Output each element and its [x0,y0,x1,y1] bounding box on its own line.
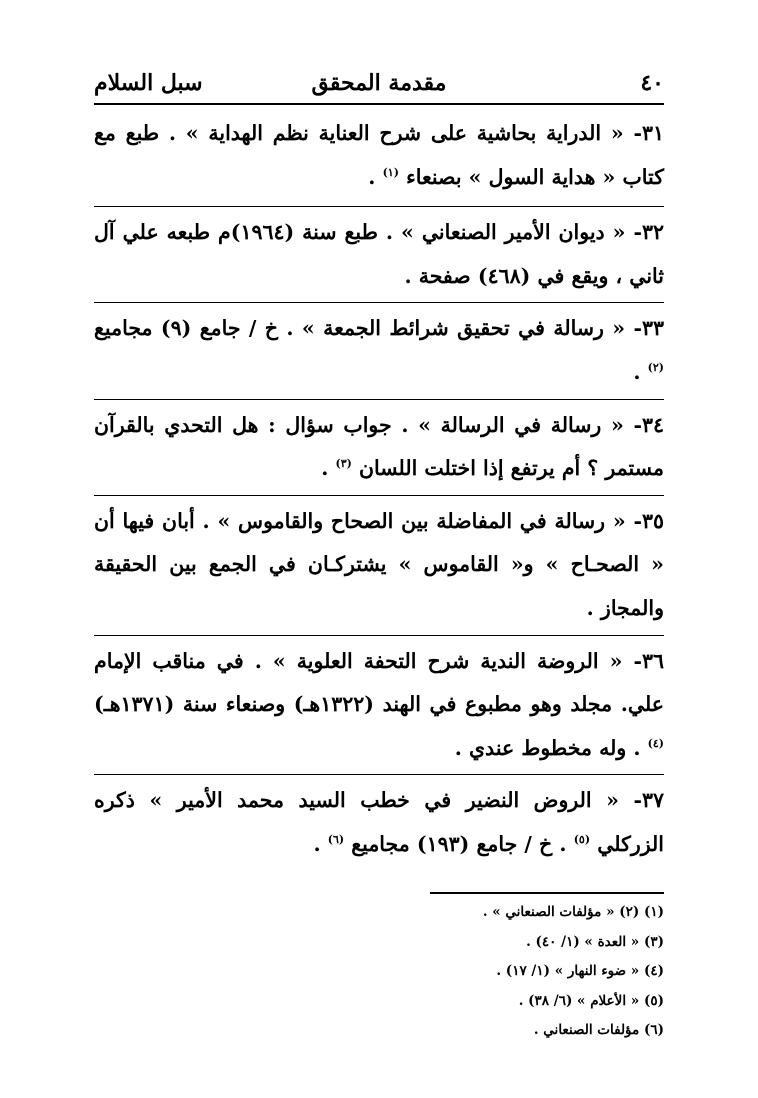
running-title: مقدمة المحقق [311,70,447,96]
entry-divider [94,206,664,207]
footnote: (١) (٢) « مؤلفات الصنعاني » . [482,904,664,920]
entry-divider [94,635,664,636]
page-number: ٤٠ [640,70,664,96]
entry-37: ٣٧- « الروض النضير في خطب السيد محمد الأمير » ذكره الزركلي $^{(٥)}$ . خ / جامع (١٩٣) مجاميع $^{(٦)}$ . [94,788,664,856]
entry-divider [94,495,664,496]
footnote-ref: (٣) [335,457,352,471]
footnote-ref: (١) [382,165,399,179]
entry-36: ٣٦- « الروضة الندية شرح التحفة العلوية » . في مناقب الإمام علي. مجلد وهو مطبوع في الهند (١٣٢٢هـ) وصنعاء سنة (١٣٧١هـ) $^{(٤)}$ . وله مخطوط عندي . [94,648,664,760]
footnotes [94,898,664,1046]
entry-divider [94,302,664,303]
entry-34: ٣٤- « رسالة في الرسالة » . جواب سؤال : هل التحدي بالقرآن مستمر ؟ أم يرتفع إذا اختلت اللسان $^{(٣)}$ . [94,412,664,481]
footnote: (٦) مؤلفات الصنعاني . [533,1022,664,1038]
entry-divider [94,774,664,775]
footnote-ref: (٤) [647,736,664,750]
footnote-ref: (٥) [573,833,591,847]
footnote-ref: (٢) [647,361,664,375]
main-text [94,112,664,867]
page-header [94,68,664,104]
entry-31: ٣١- « الدراية بحاشية على شرح العناية نظم الهداية » . طبع مع كتاب « هداية السول » بصنعاء $^{(١)}$ . [94,121,664,189]
entry-divider [94,399,664,400]
footnote: (٥) « الأعلام » (٦/ ٣٨) . [518,992,664,1009]
footnote: (٤) « ضوء النهار » (١/ ١٧) . [496,963,664,979]
entry-35: ٣٥- « رسالة في المفاضلة بين الصحاح والقاموس » . أبان فيها أن « الصحـاح » و« القاموس » يشتركـان في الجمع بين الحقيقة والمجاز . [94,508,664,620]
header-rule [94,103,664,105]
entry-32: ٣٢- « ديوان الأمير الصنعاني » . طبع سنة (١٩٦٤)م طبعه علي آل ثاني ، ويقع في (٤٦٨) صفحة . [94,220,664,288]
footnote-ref: (٦) [327,833,345,847]
footnote-rule [430,892,664,894]
book-title: سبل السلام [94,70,203,96]
footnote: (٣) « العدة » (١/ ٤٠) . [526,933,664,950]
entry-33: ٣٣- « رسالة في تحقيق شرائط الجمعة » . خ / جامع (٩) مجاميع $^{(٢)}$ . [94,316,665,384]
